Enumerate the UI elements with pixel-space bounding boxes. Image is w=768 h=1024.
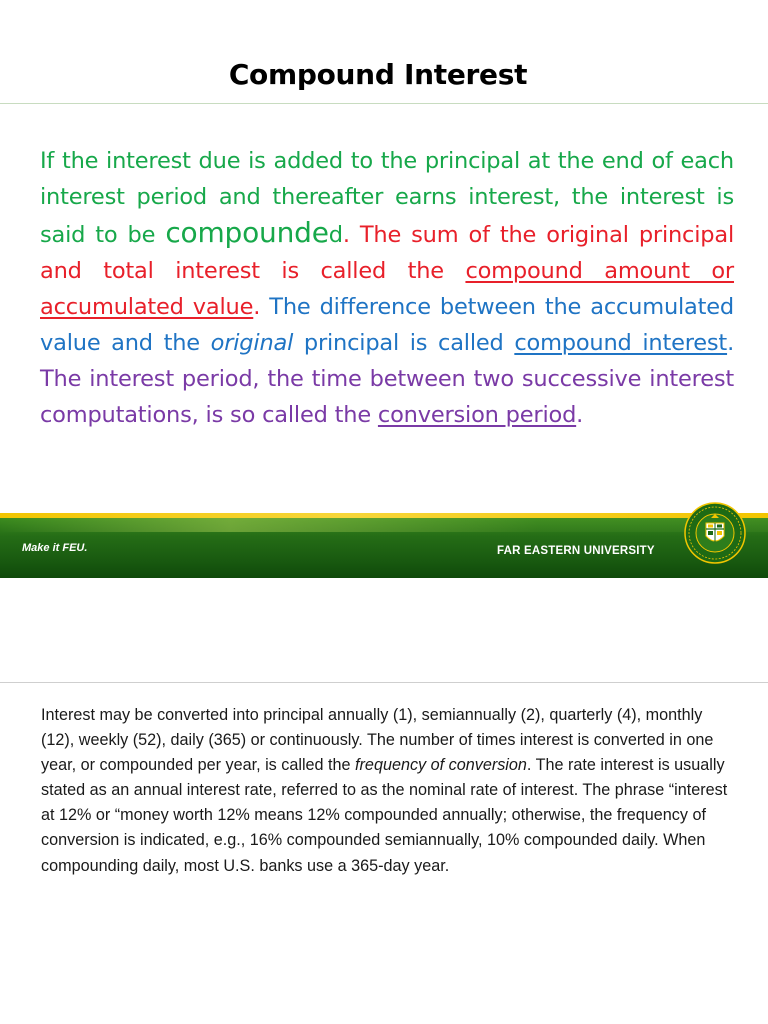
term-conversion-period: conversion period <box>377 402 577 428</box>
frequency-of-conversion-emphasis: frequency of conversion <box>355 756 527 775</box>
compounded-emphasis: compounde <box>165 216 329 249</box>
original-emphasis: original <box>210 330 294 356</box>
definition-text-blue: The difference between the accumulated value and the <box>40 294 734 356</box>
conversion-text: Interest may be converted into principal annually (1), semiannually (2), quarterly (4), monthly (12), weekly (52), daily (365) or continuously. The number of times interest is converted in one year, or compounded per year, is called the <box>41 706 714 775</box>
definition-text-blue-2: principal is called <box>293 330 515 356</box>
definition-text-green: If the interest due is added to the principal at the end of each interest period and thereafter earns interest, the interest is said to be <box>40 148 734 248</box>
compounded-emphasis-end: d <box>328 222 343 248</box>
slide-title: Compound Interest <box>228 58 528 91</box>
term-compound-interest: compound interest <box>514 330 728 356</box>
term-compound-amount: compound amount or accumulated value <box>40 258 734 320</box>
footer-swoosh <box>0 518 768 532</box>
slide-footer-banner <box>0 513 768 578</box>
conversion-text-2: . The rate interest is usually stated as an annual interest rate, referred to as the nominal rate of interest. The phrase “interest at 12% or “money worth 12% means 12% compounded annually; otherwise, the frequency of conversion is indicated, e.g., 16% compounded semiannually, 10% compounded daily. When compounding daily, most U.S. banks use a 365-day year. <box>41 756 728 875</box>
definition-paragraph <box>40 143 734 433</box>
slide-separator <box>0 682 768 683</box>
definition-text-red: . The sum of the original principal and total interest is called the <box>40 222 735 284</box>
title-divider <box>0 103 768 104</box>
university-seal-icon <box>684 502 746 564</box>
footer-university-name: FAR EASTERN UNIVERSITY <box>497 545 655 557</box>
definition-text-blue-end: . <box>727 330 735 356</box>
footer-tagline: Make it FEU. <box>22 542 88 554</box>
definition-text-purple-end: . <box>576 402 584 428</box>
definition-text-purple: The interest period, the time between two successive interest computations, is so called the <box>40 366 734 428</box>
conversion-frequency-paragraph <box>41 703 731 879</box>
definition-text-red-end: . <box>253 294 261 320</box>
